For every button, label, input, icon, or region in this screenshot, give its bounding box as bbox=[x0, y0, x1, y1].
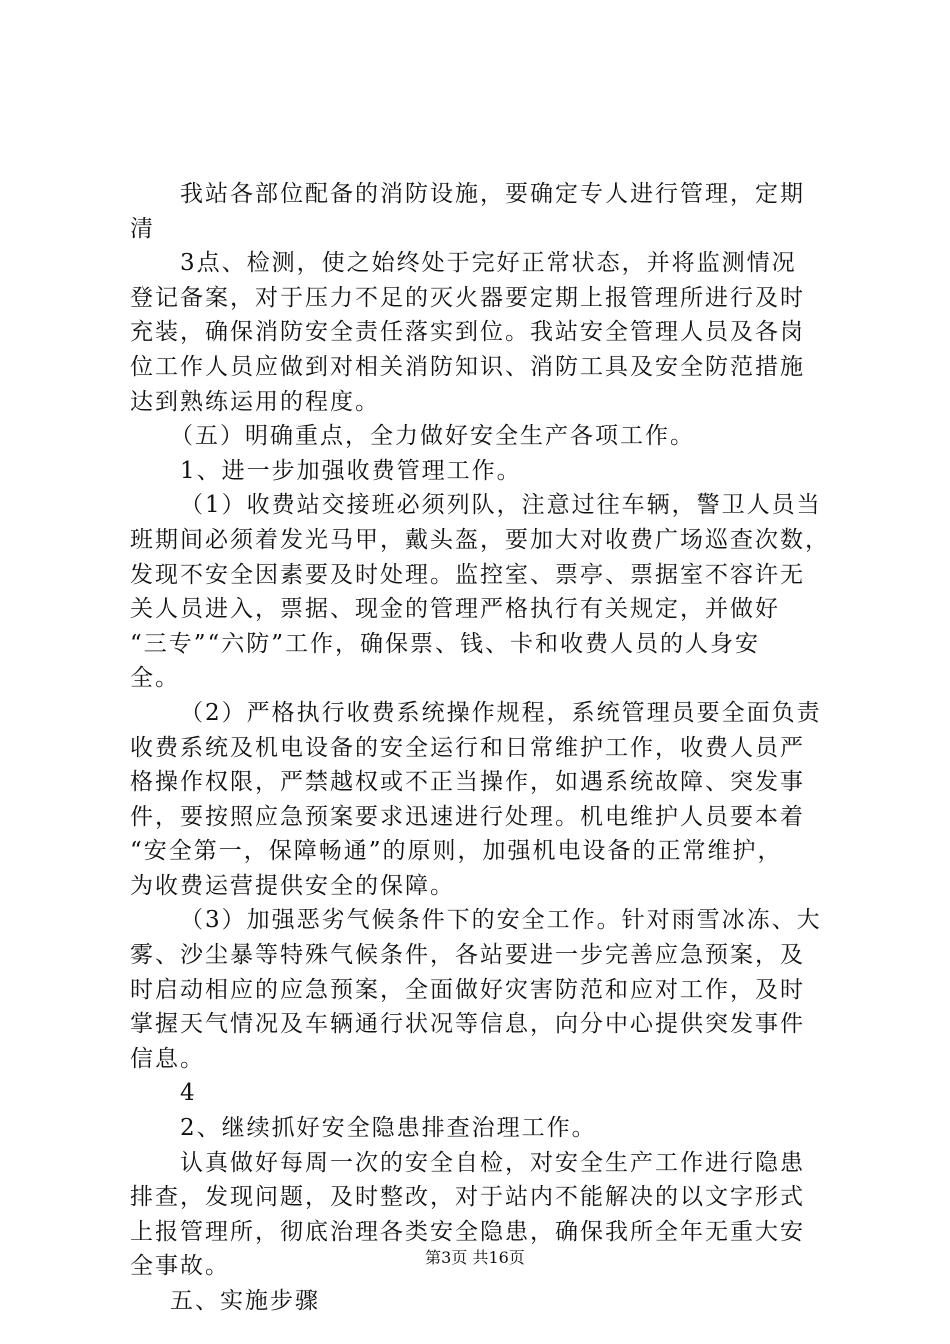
paragraph-line: 件，要按照应急预案要求迅速进行处理。机电维护人员要本着 bbox=[130, 803, 805, 830]
paragraph-line: 掌握天气情况及车辆通行状况等信息，向分中心提供突发事件 bbox=[130, 1011, 805, 1038]
paragraph-line: （1）收费站交接班必须列队，注意过往车辆，警卫人员当 bbox=[180, 492, 822, 519]
paragraph-line: 关人员进入，票据、现金的管理严格执行有关规定，并做好 bbox=[130, 596, 780, 623]
paragraph-line: 雾、沙尘暴等特殊气候条件，各站要进一步完善应急预案，及 bbox=[130, 942, 805, 969]
paragraph-line: 收费系统及机电设备的安全运行和日常维护工作，收费人员严 bbox=[130, 734, 805, 761]
paragraph-line: 登记备案，对于压力不足的灭火器要定期上报管理所进行及时 bbox=[130, 284, 805, 311]
paragraph-line: 发现不安全因素要及时处理。监控室、票亭、票据室不容许无 bbox=[130, 561, 805, 588]
section-heading: 五、实施步骤 bbox=[170, 1288, 320, 1314]
paragraph-line: 我站各部位配备的消防设施，要确定专人进行管理，定期 bbox=[180, 181, 805, 207]
paragraph-line: 3点、检测，使之始终处于完好正常状态，并将监测情况 bbox=[180, 250, 797, 277]
page-footer: 第3页 共16页 bbox=[425, 1248, 525, 1267]
paragraph-line: （3）加强恶劣气候条件下的安全工作。针对雨雪冰冻、大 bbox=[180, 907, 822, 934]
paragraph-line: 排查，发现问题，及时整改，对于站内不能解决的以文字形式 bbox=[130, 1184, 805, 1211]
paragraph-line: 信息。 bbox=[130, 1045, 205, 1072]
paragraph-line: （2）严格执行收费系统操作规程，系统管理员要全面负责 bbox=[180, 699, 822, 726]
subsection-heading: 2、继续抓好安全隐患排查治理工作。 bbox=[180, 1115, 597, 1142]
paragraph-line: 充装，确保消防安全责任落实到位。我站安全管理人员及各岗 bbox=[130, 319, 805, 346]
paragraph-line: 上报管理所，彻底治理各类安全隐患，确保我所全年无重大安 bbox=[130, 1218, 805, 1245]
inline-page-number: 4 bbox=[180, 1080, 197, 1107]
paragraph-line: 全。 bbox=[130, 665, 180, 692]
paragraph-line: 班期间必须着发光马甲，戴头盔，要加大对收费广场巡查次数， bbox=[130, 526, 830, 553]
paragraph-line: 全事故。 bbox=[130, 1253, 230, 1280]
paragraph-line: 认真做好每周一次的安全自检，对安全生产工作进行隐患 bbox=[180, 1149, 805, 1176]
subsection-heading: 1、进一步加强收费管理工作。 bbox=[180, 457, 522, 484]
section-heading: （五）明确重点，全力做好安全生产各项工作。 bbox=[170, 423, 695, 450]
paragraph-line: “三专”“六防”工作，确保票、钱、卡和收费人员的人身安 bbox=[130, 630, 761, 657]
paragraph-line: 位工作人员应做到对相关消防知识、消防工具及安全防范措施 bbox=[130, 353, 805, 380]
paragraph-line: 为收费运营提供安全的保障。 bbox=[130, 872, 455, 899]
paragraph-line: “安全第一，保障畅通”的原则，加强机电设备的正常维护， bbox=[130, 838, 783, 865]
document-body bbox=[130, 177, 840, 1319]
paragraph-line: 清 bbox=[130, 215, 155, 242]
paragraph-line: 格操作权限，严禁越权或不正当操作，如遇系统故障、突发事 bbox=[130, 769, 805, 796]
paragraph-line: 达到熟练运用的程度。 bbox=[130, 388, 380, 415]
paragraph-line: 时启动相应的应急预案，全面做好灾害防范和应对工作，及时 bbox=[130, 976, 805, 1003]
